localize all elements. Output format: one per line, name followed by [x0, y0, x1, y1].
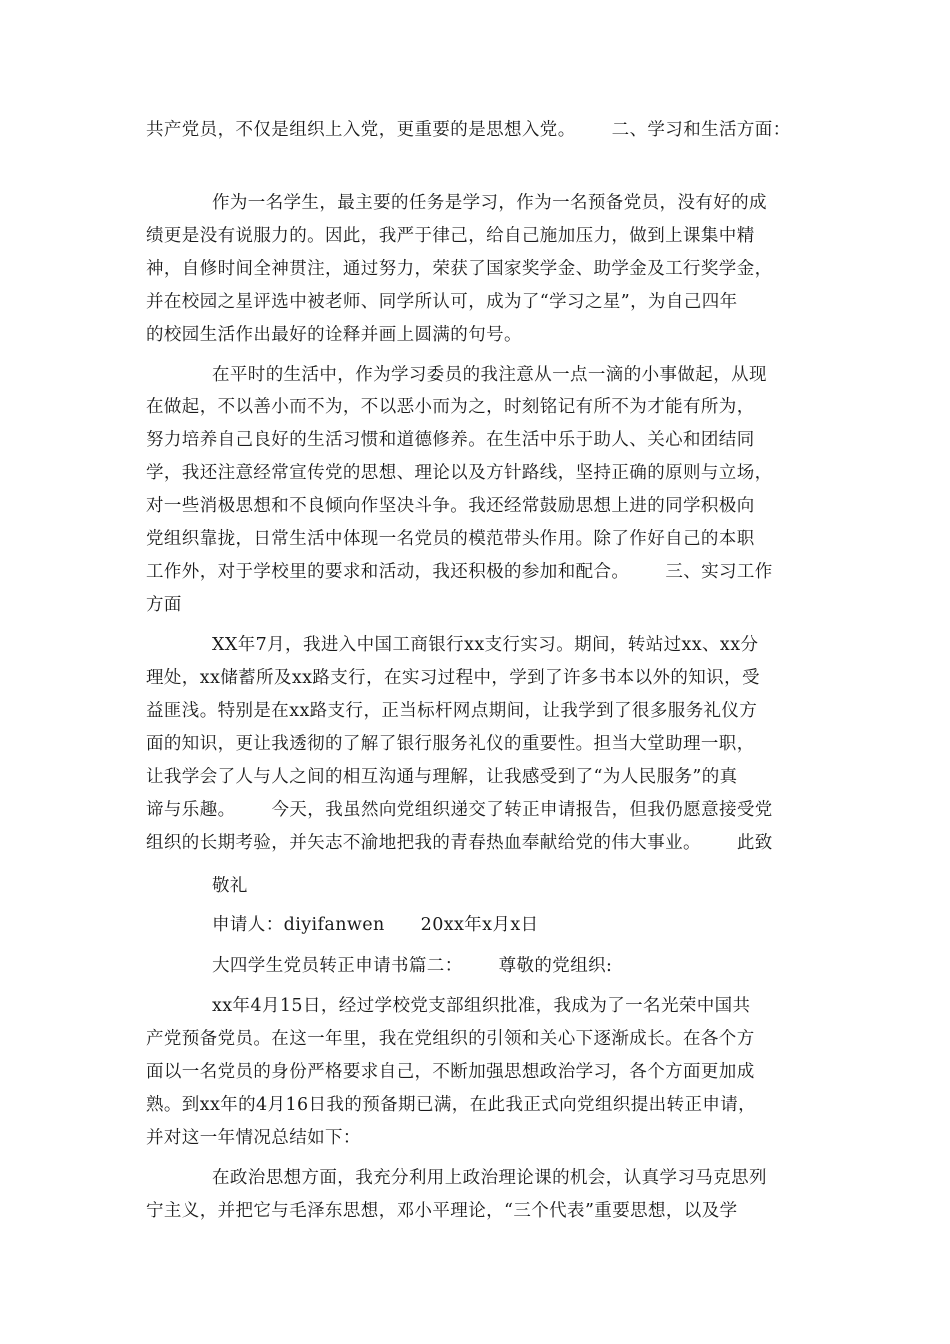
- paragraph-line: 党组织靠拢，日常生活中体现一名党员的模范带头作用。除了作好自己的本职: [146, 529, 755, 549]
- paragraph-line: 谛与乐趣。 今天，我虽然向党组织递交了转正申请报告，但我仍愿意接受党: [146, 800, 773, 820]
- salutation: 敬礼: [212, 876, 248, 896]
- paragraph-line: 在政治思想方面，我充分利用上政治理论课的机会，认真学习马克思列: [212, 1168, 767, 1188]
- paragraph-line: xx年4月15日，经过学校党支部组织批准，我成为了一名光荣中国共: [212, 996, 751, 1016]
- paragraph-line: 让我学会了人与人之间的相互沟通与理解，让我感受到了“为人民服务”的真: [146, 767, 738, 787]
- section-title: 大四学生党员转正申请书篇二：: [212, 956, 463, 976]
- sign-date: 20xx年x月x日: [420, 915, 539, 935]
- signature-line: [212, 911, 539, 936]
- paragraph-line: 的校园生活作出最好的诠释并画上圆满的句号。: [146, 325, 522, 345]
- paragraph-line: 对一些消极思想和不良倾向作坚决斗争。我还经常鼓励思想上进的同学积极向: [146, 496, 755, 516]
- paragraph-line: 作为一名学生，最主要的任务是学习，作为一名预备党员，没有好的成: [212, 193, 767, 213]
- paragraph-line: 努力培养自己良好的生活习惯和道德修养。在生活中乐于助人、关心和团结同: [146, 430, 755, 450]
- paragraph-line: 面的知识，更让我透彻的了解了银行服务礼仪的重要性。担当大堂助理一职，: [146, 734, 755, 754]
- paragraph-line: 学，我还注意经常宣传党的思想、理论以及方针路线，坚持正确的原则与立场，: [146, 463, 773, 483]
- text-line: 共产党员，不仅是组织上入党，更重要的是思想入党。 二、学习和生活方面：: [146, 120, 791, 140]
- greeting: 尊敬的党组织:: [498, 956, 613, 976]
- paragraph-line: 益匪浅。特别是在xx路支行，正当标杆网点期间，让我学到了很多服务礼仪方: [146, 701, 758, 721]
- paragraph-line: 并在校园之星评选中被老师、同学所认可，成为了“学习之星”，为自己四年: [146, 292, 738, 312]
- paragraph-line: 并对这一年情况总结如下：: [146, 1128, 361, 1148]
- paragraph-line: 在做起，不以善小而不为，不以恶小而为之，时刻铭记有所不为才能有所为，: [146, 397, 755, 417]
- paragraph-line: 工作外，对于学校里的要求和活动，我还积极的参加和配合。 三、实习工作: [146, 562, 773, 582]
- paragraph-line: 神，自修时间全神贯注，通过努力，荣获了国家奖学金、助学金及工行奖学金，: [146, 259, 773, 279]
- paragraph-line: 理处，xx储蓄所及xx路支行，在实习过程中，学到了许多书本以外的知识，受: [146, 668, 760, 688]
- signer: 申请人：diyifanwen: [212, 915, 385, 935]
- paragraph-line: 宁主义，并把它与毛泽东思想，邓小平理论，“三个代表”重要思想，以及学: [146, 1201, 738, 1221]
- paragraph-line: 产党预备党员。在这一年里，我在党组织的引领和关心下逐渐成长。在各个方: [146, 1029, 755, 1049]
- paragraph-line: 方面: [146, 595, 182, 615]
- paragraph-line: 绩更是没有说服力的。因此，我严于律己，给自己施加压力，做到上课集中精: [146, 226, 755, 246]
- paragraph-line: XX年7月，我进入中国工商银行xx支行实习。期间，转站过xx、xx分: [212, 635, 759, 655]
- paragraph-line: 熟。到xx年的4月16日我的预备期已满，在此我正式向党组织提出转正申请，: [146, 1095, 757, 1115]
- paragraph-line: 组织的长期考验，并矢志不渝地把我的青春热血奉献给党的伟大事业。 此致: [146, 833, 773, 853]
- paragraph-line: 在平时的生活中，作为学习委员的我注意从一点一滴的小事做起，从现: [212, 365, 767, 385]
- section-heading: [212, 952, 612, 977]
- paragraph-line: 面以一名党员的身份严格要求自己，不断加强思想政治学习，各个方面更加成: [146, 1062, 755, 1082]
